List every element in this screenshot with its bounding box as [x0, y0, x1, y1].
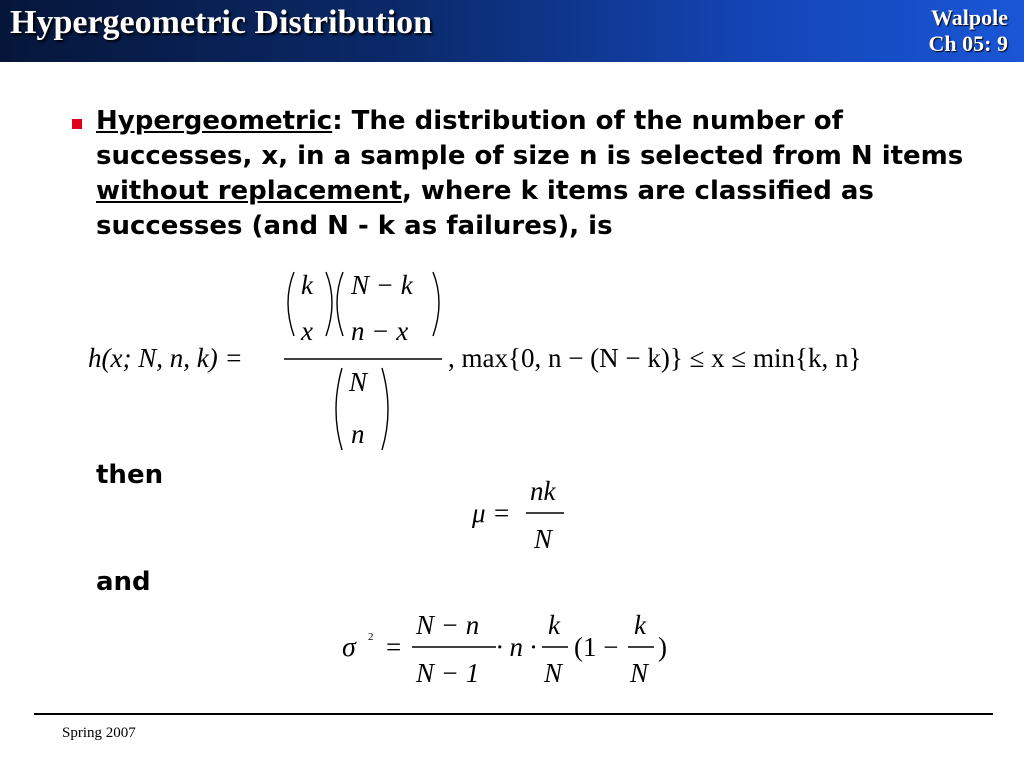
definition-text — [96, 104, 976, 244]
var-close: ) — [658, 632, 667, 662]
var-frac1-den: N − 1 — [416, 658, 480, 688]
binom3-bottom: n — [351, 419, 365, 449]
term-hypergeometric: Hypergeometric — [96, 106, 333, 136]
binom2-top: N − k — [351, 270, 413, 300]
var-frac3-den: N — [630, 658, 649, 688]
corner-author: Walpole — [930, 5, 1008, 30]
var-frac3-num: k — [634, 610, 646, 640]
pmf-lhs: h(x; N, n, k) = — [88, 343, 243, 373]
var-open: (1 − — [574, 632, 619, 662]
bullet-square-icon — [72, 119, 82, 129]
binom2-bottom: n − x — [351, 316, 409, 346]
var-frac2-num: k — [548, 610, 560, 640]
title-bar — [0, 0, 1024, 62]
var-exponent: 2 — [368, 631, 374, 643]
formula-mean — [468, 472, 578, 556]
mean-denominator: N — [534, 524, 553, 554]
corner-chapter: Ch 05: 9 — [928, 31, 1008, 56]
binom3-top: N — [349, 367, 368, 397]
var-sigma: σ — [342, 632, 356, 663]
definition-part2: , where k items are classified as successes (and N - k as failures), is — [96, 176, 874, 241]
mean-lhs: μ = — [472, 498, 511, 528]
binom1-top: k — [301, 270, 313, 300]
var-frac2-den: N — [544, 658, 563, 688]
definition-part1: The distribution of the number of successes, x, in a sample of size n is selected from N items — [96, 106, 964, 171]
var-times-n: · n · — [496, 632, 537, 662]
then-label: then — [96, 460, 164, 490]
footer-divider — [34, 713, 993, 715]
formula-variance — [336, 606, 696, 696]
without-replacement: without replacement — [96, 176, 402, 206]
slide-title: Hypergeometric Distribution — [10, 4, 433, 41]
footer-label: Spring 2007 — [62, 725, 136, 741]
formula-pmf — [80, 260, 960, 460]
binom1-bottom: x — [301, 316, 313, 346]
var-equals: = — [386, 632, 402, 662]
slide-corner-label — [929, 5, 1008, 57]
and-label: and — [96, 567, 151, 597]
term-colon: : — [332, 106, 343, 136]
mean-numerator: nk — [530, 476, 556, 506]
var-frac1-num: N − n — [416, 610, 480, 640]
pmf-support: , max{0, n − (N − k)} ≤ x ≤ min{k, n} — [448, 343, 862, 373]
